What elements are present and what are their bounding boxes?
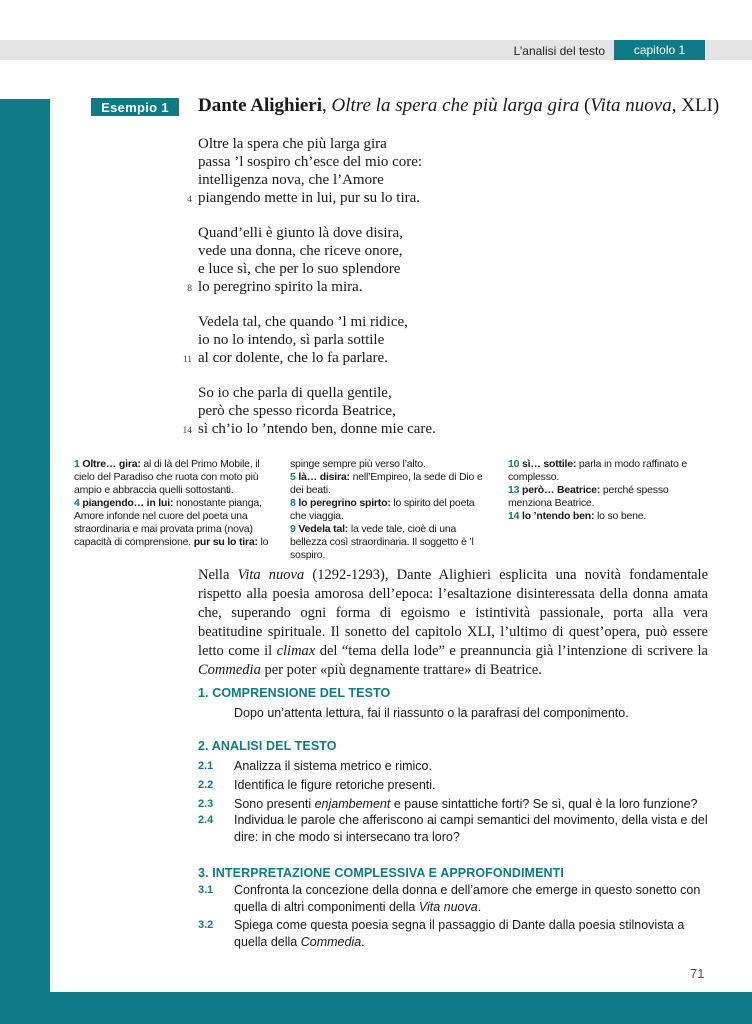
exercise-text: Spiega come questa poesia segna il passaggio di Dante dalla poesia stilnovista a quella della [234, 918, 685, 949]
note-text: spinge sempre più verso l’alto. [290, 458, 426, 470]
note-number: 9 [290, 523, 296, 535]
line-text: intelligenza nova, che l’Amore [198, 172, 384, 188]
poem-line [198, 153, 422, 171]
note-item [508, 510, 708, 523]
note-term: là… disira: [298, 471, 350, 483]
prose-italic: Vita nuova [237, 567, 305, 583]
note-text: lo spirito del poeta che viaggia. [290, 497, 475, 522]
exercise-italic: Vita nuova [418, 900, 478, 914]
title-author: Dante Alighieri [198, 95, 323, 116]
poem-line [198, 224, 403, 242]
line-text: Vedela tal, che quando ’l mi ridice, [198, 314, 408, 330]
line-text: e luce sì, che per lo suo splendore [198, 261, 401, 277]
prose-italic: climax [276, 643, 316, 659]
poem-line [198, 242, 403, 260]
note-number: 4 [74, 497, 80, 509]
line-text: io no lo intendo, sì parla sottile [198, 332, 385, 348]
section-title-comprensione: 1. COMPRENSIONE DEL TESTO [198, 686, 391, 700]
poem-line [198, 313, 408, 331]
exercise-text: Identifica le figure retoriche presenti. [234, 778, 436, 792]
notes-column-2 [290, 458, 490, 562]
exercise-number: 2.3 [198, 798, 214, 810]
note-item [74, 497, 274, 549]
note-text: lo [260, 536, 269, 548]
title-comma: , [322, 95, 332, 116]
poem-line [198, 384, 436, 402]
note-term: però… Beatrice: [522, 484, 601, 496]
note-text: perché spesso menziona Beatrice. [508, 484, 669, 509]
line-text: So io che parla di quella gentile, [198, 385, 392, 401]
prose-text: (1292-1293), Dante Alighieri esplicita una novità fondamentale rispetto alla poesia amorosa dell’epoca: l’esaltazione disinteressata della donna amata che, superando ogni forma di egoismo e istintività passionale, porta alla vera beatitudine spirituale. Il sonetto del capitolo XLI, l’ultimo di quest’opera, può essere letto come il [198, 567, 709, 659]
note-number: 8 [290, 497, 296, 509]
note-number: 1 [74, 458, 80, 470]
prose-italic: Commedia [198, 662, 261, 678]
note-number: 10 [508, 458, 520, 470]
poem-line [187, 278, 403, 296]
poem-line [182, 420, 436, 438]
side-color-band [0, 99, 50, 1024]
exercise-italic: Commedia [300, 935, 362, 949]
poem-line [182, 349, 408, 367]
exercise-text: Dopo un’attenta lettura, fai il riassunto o la parafrasi del componimento. [234, 706, 629, 720]
page-number: 71 [690, 966, 705, 981]
note-item [74, 458, 274, 497]
exercise-text: Analizza il sistema metrico e rimico. [234, 759, 432, 773]
exercise-item [198, 705, 710, 722]
note-item [290, 458, 490, 471]
exercise-italic: enjambement [314, 797, 391, 811]
note-item [508, 458, 708, 484]
bottom-color-band [0, 992, 752, 1024]
note-term: pur su lo tira: [193, 536, 258, 548]
line-text: sì ch’io lo ’ntendo ben, donne mie care. [198, 421, 436, 437]
title-work: Oltre la spera che più larga gira [331, 95, 580, 116]
note-item [508, 484, 708, 510]
line-text: Quand’elli è giunto là dove disira, [198, 225, 403, 241]
title-source-rest: , XLI) [671, 95, 720, 116]
note-text: lo so bene. [596, 510, 647, 522]
poem-stanza-4 [182, 384, 436, 438]
poem-line [198, 402, 436, 420]
section-title-interpretazione: 3. INTERPRETAZIONE COMPLESSIVA E APPROFONDIMENTI [198, 866, 564, 880]
notes-column-3 [508, 458, 708, 523]
note-number: 13 [508, 484, 520, 496]
exercise-text: . [361, 935, 365, 949]
note-term: Vedela tal: [298, 523, 349, 535]
poem-stanza-2 [187, 224, 403, 296]
note-term: lo ’ntendo ben: [522, 510, 595, 522]
line-number: 14 [182, 426, 192, 436]
exercise-number: 2.1 [198, 760, 214, 772]
line-text: passa ’l sospiro ch’esce del mio core: [198, 154, 423, 170]
note-number: 5 [290, 471, 296, 483]
exercise-text: e pause sintattiche forti? Se sì, qual è la loro funzione? [390, 797, 698, 811]
poem-line [198, 135, 422, 153]
exercise-number: 2.4 [198, 814, 214, 826]
note-text: parla in modo raffinato e complesso. [508, 458, 687, 483]
exercise-number: 3.1 [198, 884, 214, 896]
prose-text: del “tema della lode” e preannuncia già l’intenzione di scrivere la [315, 643, 708, 659]
line-number: 4 [187, 195, 192, 205]
title-source: Vita nuova [590, 95, 672, 116]
chapter-badge: capitolo 1 [614, 40, 705, 60]
line-text: Oltre la spera che più larga gira [198, 136, 387, 152]
note-text: la vede tale, cioè di una bellezza così straordinaria. Il soggetto è ’l sospiro. [290, 523, 474, 561]
line-text: lo peregrino spirito la mira. [198, 279, 363, 295]
note-term: lo peregrino spirto: [298, 497, 391, 509]
line-text: vede una donna, che riceve onore, [198, 243, 403, 259]
prose-text: Nella [198, 567, 238, 583]
note-term: Oltre… gira: [82, 458, 141, 470]
poem-line [198, 171, 422, 189]
line-text: piangendo mette in lui, pur su lo tira. [198, 190, 421, 206]
exercise-text: Confronta la concezione della donna e dell’amore che emerge in questo sonetto con quella di altri componimenti della [234, 883, 701, 914]
exercise-item [198, 917, 710, 951]
exercise-text: Individua le parole che afferiscono ai campi semantici del movimento, della vista e del dire: in che modo si intersecano tra loro? [234, 813, 708, 844]
note-text: nell’Empireo, la sede di Dio e dei beati. [290, 471, 483, 496]
poem-stanza-3 [182, 313, 408, 367]
line-text: al cor dolente, che lo fa parlare. [198, 350, 388, 366]
note-text: nonostante pianga, Amore infonde nel cuore del poeta una straordinaria e mai provata prima (nova) capacità di comprensione. [74, 497, 262, 548]
exercise-number: 2.2 [198, 779, 214, 791]
note-term: sì… sottile: [522, 458, 577, 470]
exercise-item [198, 758, 710, 775]
note-item [290, 497, 490, 523]
intro-paragraph [198, 566, 708, 680]
poem-line [198, 331, 408, 349]
example-title [198, 95, 719, 117]
note-item [290, 523, 490, 562]
example-label: Esempio 1 [91, 98, 179, 116]
exercise-text: . [477, 900, 482, 914]
exercise-text: Sono presenti [234, 797, 315, 811]
exercise-item [198, 812, 710, 846]
running-header-section: L’analisi del testo [513, 44, 605, 58]
note-item [290, 471, 490, 497]
line-text: però che spesso ricorda Beatrice, [198, 403, 396, 419]
exercise-item [198, 777, 710, 794]
line-number: 8 [187, 284, 192, 294]
poem-line [198, 260, 403, 278]
notes-column-1 [74, 458, 274, 549]
note-text: al di là del Primo Mobile, il cielo del Paradiso che ruota con moto più ampio e abbraccia quelli sottostanti. [74, 458, 260, 496]
title-paren-open: ( [579, 95, 591, 116]
note-number: 14 [508, 510, 520, 522]
note-term: piangendo… in lui: [82, 497, 174, 509]
exercise-item [198, 882, 710, 916]
line-number: 11 [182, 355, 192, 365]
exercise-item [198, 796, 710, 813]
exercise-number: 3.2 [198, 919, 214, 931]
section-title-analisi: 2. ANALISI DEL TESTO [198, 739, 337, 753]
poem-stanza-1 [187, 135, 423, 207]
poem-line [187, 189, 422, 207]
prose-text: per poter «più degnamente trattare» di Beatrice. [260, 662, 542, 678]
